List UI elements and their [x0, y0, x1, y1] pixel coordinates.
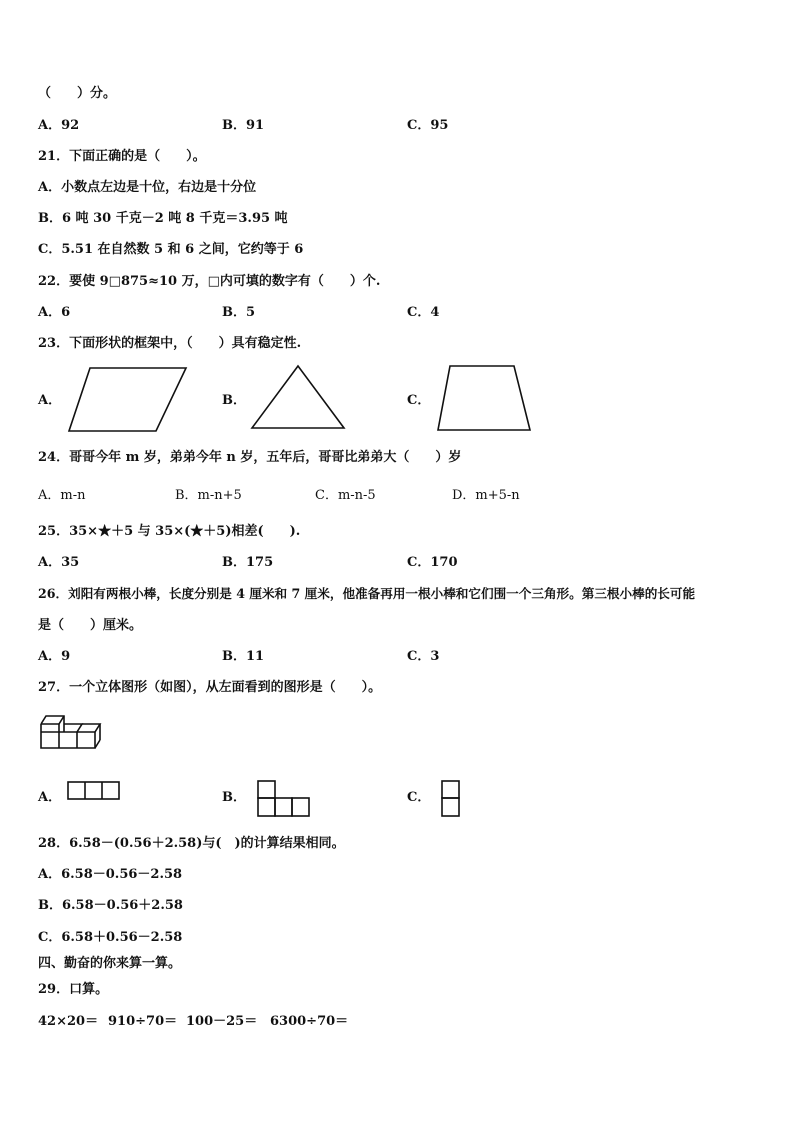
two-squares-column-figure [441, 780, 463, 820]
q25-option-b: B．175 [222, 555, 274, 570]
question-23: 23．下面形状的框架中，（ ）具有稳定性. [38, 336, 302, 351]
q28-option-b: B．6.58－0.56＋2.58 [38, 898, 183, 913]
q23-option-b: B． [222, 393, 246, 408]
calc-item: 100－25＝ [186, 1014, 258, 1029]
q20-option-c: C．95 [407, 118, 449, 133]
q20-option-a: A．92 [38, 118, 80, 133]
question-29: 29．口算。 [38, 982, 109, 997]
q23-option-c: C． [407, 393, 431, 408]
q23-option-a: A． [38, 393, 62, 408]
question-22: 22．要使 9□875≈10 万，□内可填的数字有（ ）个. [38, 274, 381, 289]
calc-item: 42×20＝ [38, 1014, 99, 1029]
question-28: 28．6.58－(0.56＋2.58)与( )的计算结果相同。 [38, 836, 345, 851]
three-squares-row-figure [67, 781, 121, 801]
section-4-heading: 四、勤奋的你来算一算。 [38, 956, 182, 971]
parallelogram-figure [60, 362, 195, 437]
q28-option-a: A．6.58－0.56－2.58 [38, 867, 183, 882]
q24-option-b: B．m-n+5 [175, 488, 242, 503]
l-shape-squares-figure [257, 780, 313, 820]
q24-option-c: C．m-n-5 [315, 488, 376, 503]
q25-option-a: A．35 [38, 555, 80, 570]
q27-option-b: B． [222, 790, 246, 805]
triangle-figure [245, 360, 355, 435]
q22-option-a: A．6 [38, 305, 71, 320]
q22-option-b: B．5 [222, 305, 256, 320]
q28-option-c: C．6.58＋0.56－2.58 [38, 930, 183, 945]
question-26-cont: 是（ ）厘米。 [38, 618, 143, 633]
question-26: 26．刘阳有两根小棒，长度分别是 4 厘米和 7 厘米，他准备再用一根小棒和它们围一个三角形。第三根小棒的长可能 [38, 586, 696, 601]
q21-option-b: B．6 吨 30 千克－2 吨 8 千克＝3.95 吨 [38, 211, 288, 226]
q26-option-c: C．3 [407, 649, 440, 664]
q21-option-a: A．小数点左边是十位，右边是十分位 [38, 180, 257, 195]
q22-option-c: C．4 [407, 305, 440, 320]
q26-option-a: A．9 [38, 649, 71, 664]
q27-option-a: A． [38, 790, 62, 805]
q24-option-a: A．m-n [38, 488, 86, 503]
q20-option-b: B．91 [222, 118, 265, 133]
question-21: 21．下面正确的是（ ）。 [38, 149, 206, 164]
question-20-continuation: （ ）分。 [38, 86, 117, 101]
question-25: 25．35×★＋5 与 35×(★＋5)相差( ). [38, 524, 301, 539]
question-27: 27．一个立体图形（如图），从左面看到的图形是（ ）。 [38, 680, 382, 695]
calc-item: 6300÷70＝ [270, 1014, 349, 1029]
q25-option-c: C．170 [407, 555, 458, 570]
q21-option-c: C．5.51 在自然数 5 和 6 之间，它约等于 6 [38, 242, 304, 257]
trapezoid-figure [432, 362, 537, 437]
q26-option-b: B．11 [222, 649, 265, 664]
question-24: 24．哥哥今年 m 岁，弟弟今年 n 岁，五年后，哥哥比弟弟大（ ）岁 [38, 450, 462, 465]
calc-item: 910÷70＝ [108, 1014, 178, 1029]
q27-option-c: C． [407, 790, 431, 805]
q24-option-d: D．m+5-n [452, 488, 520, 503]
solid-figure [38, 710, 104, 754]
